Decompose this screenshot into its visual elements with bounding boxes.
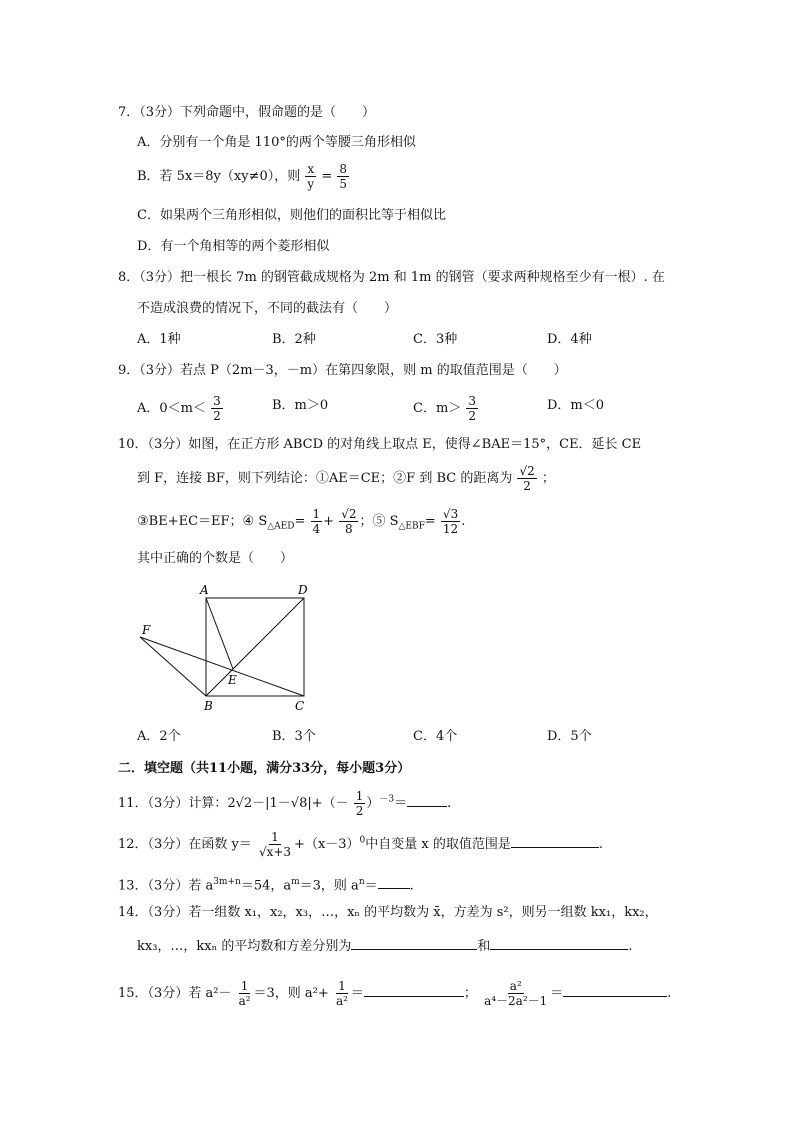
q12-answer-blank[interactable] <box>511 833 599 848</box>
q10-stem-line1: 10．（3分）如图，在正方形 ABCD 的对角线上取点 E，使得∠BAE＝15°，CE．延长 CE <box>118 437 642 452</box>
q10-frac-den: 2 <box>523 479 531 493</box>
q9-a-num: 3 <box>213 394 221 408</box>
q10-s4-f2-num: √2 <box>341 507 357 521</box>
q9-option-c-fraction <box>466 394 478 423</box>
q10-s5-sub: △EBF <box>398 521 425 532</box>
q11-den: 2 <box>355 804 364 818</box>
q10-s4-frac2 <box>339 507 358 536</box>
q15-frac3 <box>482 979 549 1008</box>
q15-line <box>118 979 671 1008</box>
label-f: F <box>142 623 151 637</box>
q7-fraction-85 <box>337 162 349 191</box>
q7-fraction-xy <box>305 162 316 191</box>
q15-answer-blank-2[interactable] <box>563 982 667 997</box>
label-b: B <box>204 699 213 713</box>
q9-option-c-text: C．m＞ <box>413 401 462 416</box>
segment-ae <box>206 598 233 669</box>
q13-mid2: ＝3，则 a <box>299 878 359 894</box>
q9-option-a-text: A．0＜m＜ <box>137 401 206 416</box>
q10-s5-text: ；⑤ S <box>359 514 399 529</box>
label-e: E <box>228 673 237 687</box>
q8-stem-line1: 8．（3分）把一根长 7m 的钢管截成规格为 2m 和 1m 的钢管（要求两种规格至少有一根）. 在 <box>118 270 665 285</box>
q7-option-b <box>137 162 350 191</box>
q9-option-c <box>413 394 479 423</box>
q11-post: ） <box>366 796 380 811</box>
q7-frac2-den: 5 <box>339 177 347 191</box>
q10-option-b: B．3个 <box>272 729 316 744</box>
q13-text: 13．（3分）若 a <box>118 878 214 894</box>
q14-answer-blank-variance[interactable] <box>490 935 628 950</box>
q15-answer-blank-1[interactable] <box>364 982 464 997</box>
q13-exp2: m <box>291 877 300 887</box>
q10-option-a: A．2个 <box>137 729 181 744</box>
q11-answer-blank[interactable] <box>407 792 447 807</box>
q7-option-c: C．如果两个三角形相似，则他们的面积比等于相似比 <box>137 208 446 223</box>
q9-option-d: D．m＜0 <box>547 398 605 413</box>
q10-geometry-figure <box>130 580 320 715</box>
q13-exp1: 3m+n <box>213 877 241 887</box>
section-fill-in-heading: 二．填空题（共11小题，满分33分，每小题3分） <box>118 761 411 776</box>
q10-ask: 其中正确的个数是（ ） <box>137 551 294 566</box>
q10-s3-eq: = <box>294 514 306 529</box>
q15-f3-num: a² <box>509 979 522 993</box>
q12-den: √x+3 <box>258 845 292 859</box>
q14-and: 和 <box>477 939 491 954</box>
q10-s5-den: 12 <box>442 522 459 536</box>
q8-option-a: A．1种 <box>137 332 181 347</box>
q12-fraction <box>257 830 293 859</box>
q15-mid: ＝3，则 a²+ <box>253 986 329 1001</box>
q12-post: +（x－3） <box>294 837 360 852</box>
q14-line1: 14．（3分）若一组数 x₁，x₂，x₃，…，xₙ 的平均数为 x̄，方差为 s²，则另一组数 kx₁，kx₂， <box>118 905 658 920</box>
q10-stem-line2 <box>137 464 555 493</box>
q11-num: 1 <box>355 789 364 803</box>
q10-s5-eq: = <box>424 514 436 529</box>
q10-s4-frac1 <box>311 507 323 536</box>
q15-sep: ； <box>463 986 477 1001</box>
q12-end: . <box>598 837 604 852</box>
q10-s3-text: ③BE+EC＝EF；④ S <box>137 514 268 529</box>
q8-option-b: B．2种 <box>272 332 316 347</box>
label-c: C <box>295 699 305 713</box>
q10-stem-line2-end: ； <box>541 471 555 486</box>
q12-line <box>118 830 603 859</box>
q10-s5-end: . <box>461 514 466 529</box>
q15-f2-den: a² <box>335 994 348 1008</box>
q10-s4-plus: + <box>323 514 335 529</box>
q15-f1-den: a² <box>238 994 251 1008</box>
q15-f3-den: a⁴－2a²－1 <box>484 994 548 1008</box>
q13-answer-blank[interactable] <box>378 874 410 889</box>
q9-option-a-fraction <box>211 394 223 423</box>
q9-c-den: 2 <box>468 409 477 423</box>
q10-statements-line <box>137 507 465 536</box>
q8-option-c: C．3种 <box>413 332 458 347</box>
q7-option-b-text: B．若 5x＝8y（xy≠0），则 <box>137 169 301 184</box>
q15-frac1 <box>237 979 253 1008</box>
q7-stem: 7．（3分）下列命题中，假命题的是（ ） <box>118 105 376 120</box>
q14-line2-text: kx₃，…，kxₙ 的平均数和方差分别为 <box>137 939 352 954</box>
q14-end: . <box>628 939 633 954</box>
q11-line <box>118 789 451 818</box>
q13-eq: ＝ <box>364 878 378 894</box>
q13-line <box>118 873 414 895</box>
q15-end: . <box>667 986 672 1001</box>
q13-mid: ＝54，a <box>240 878 292 894</box>
q8-option-d: D．4种 <box>547 332 592 347</box>
q9-stem: 9．（3分）若点 P（2m－3，－m）在第四象限，则 m 的取值范围是（ ） <box>118 363 567 378</box>
q15-f2-num: 1 <box>338 979 346 993</box>
q10-option-d: D．5个 <box>547 729 592 744</box>
q7-frac1-num: x <box>307 162 315 176</box>
q9-option-a <box>137 394 224 423</box>
q10-sqrt2-over-2 <box>517 464 536 493</box>
q10-s5-num: √3 <box>442 507 459 521</box>
q10-s5-frac <box>441 507 460 536</box>
q7-frac1-den: y <box>307 177 315 191</box>
q9-a-den: 2 <box>213 409 221 423</box>
q10-stem-line2-text: 到 F，连接 BF，则下列结论：①AE＝CE；②F 到 BC 的距离为 <box>137 471 513 486</box>
segment-fb <box>140 637 206 696</box>
q15-f1-num: 1 <box>240 979 249 993</box>
q10-s4-f1-num: 1 <box>312 507 321 521</box>
q12-post2: 中自变量 x 的取值范围是 <box>365 837 511 852</box>
label-d: D <box>298 583 308 597</box>
q15-eq2: ＝ <box>550 986 564 1001</box>
diagonal-bd <box>206 598 304 696</box>
q15-eq: ＝ <box>350 986 364 1001</box>
q10-s4-f1-den: 4 <box>312 522 321 536</box>
q9-option-b: B．m＞0 <box>272 398 329 413</box>
q12-exp: 0 <box>359 835 366 846</box>
q11-text: 11．（3分）计算：2√2－|1－√8|+（－ <box>118 796 349 811</box>
q11-exp: －3 <box>379 794 395 805</box>
q9-c-num: 3 <box>468 394 477 408</box>
label-a: A <box>200 583 209 597</box>
q10-frac-num: √2 <box>519 464 535 478</box>
q7-option-a: A．分别有一个角是 110°的两个等腰三角形相似 <box>137 135 416 150</box>
q10-s3-sub: △AED <box>267 521 295 532</box>
q12-text: 12．（3分）在函数 y＝ <box>118 837 252 852</box>
q8-stem-line2: 不造成浪费的情况下，不同的截法有（ ） <box>137 301 398 316</box>
q15-frac2 <box>334 979 350 1008</box>
q15-text: 15．（3分）若 a²－ <box>118 986 232 1001</box>
q13-exp3: n <box>358 877 365 887</box>
q14-line2 <box>137 935 633 956</box>
q10-s4-f2-den: 8 <box>345 522 353 536</box>
q10-option-c: C．4个 <box>413 729 458 744</box>
q14-answer-blank-mean[interactable] <box>351 935 477 950</box>
q7-equals: = <box>321 169 333 184</box>
q12-num: 1 <box>271 830 279 844</box>
q7-frac2-num: 8 <box>339 162 347 176</box>
q7-option-d: D．有一个角相等的两个菱形相似 <box>137 239 330 254</box>
segment-fc <box>140 637 304 696</box>
q13-end: . <box>409 878 414 894</box>
q11-fraction <box>354 789 366 818</box>
q11-eq: ＝ <box>394 796 408 811</box>
q11-end: . <box>447 796 452 811</box>
